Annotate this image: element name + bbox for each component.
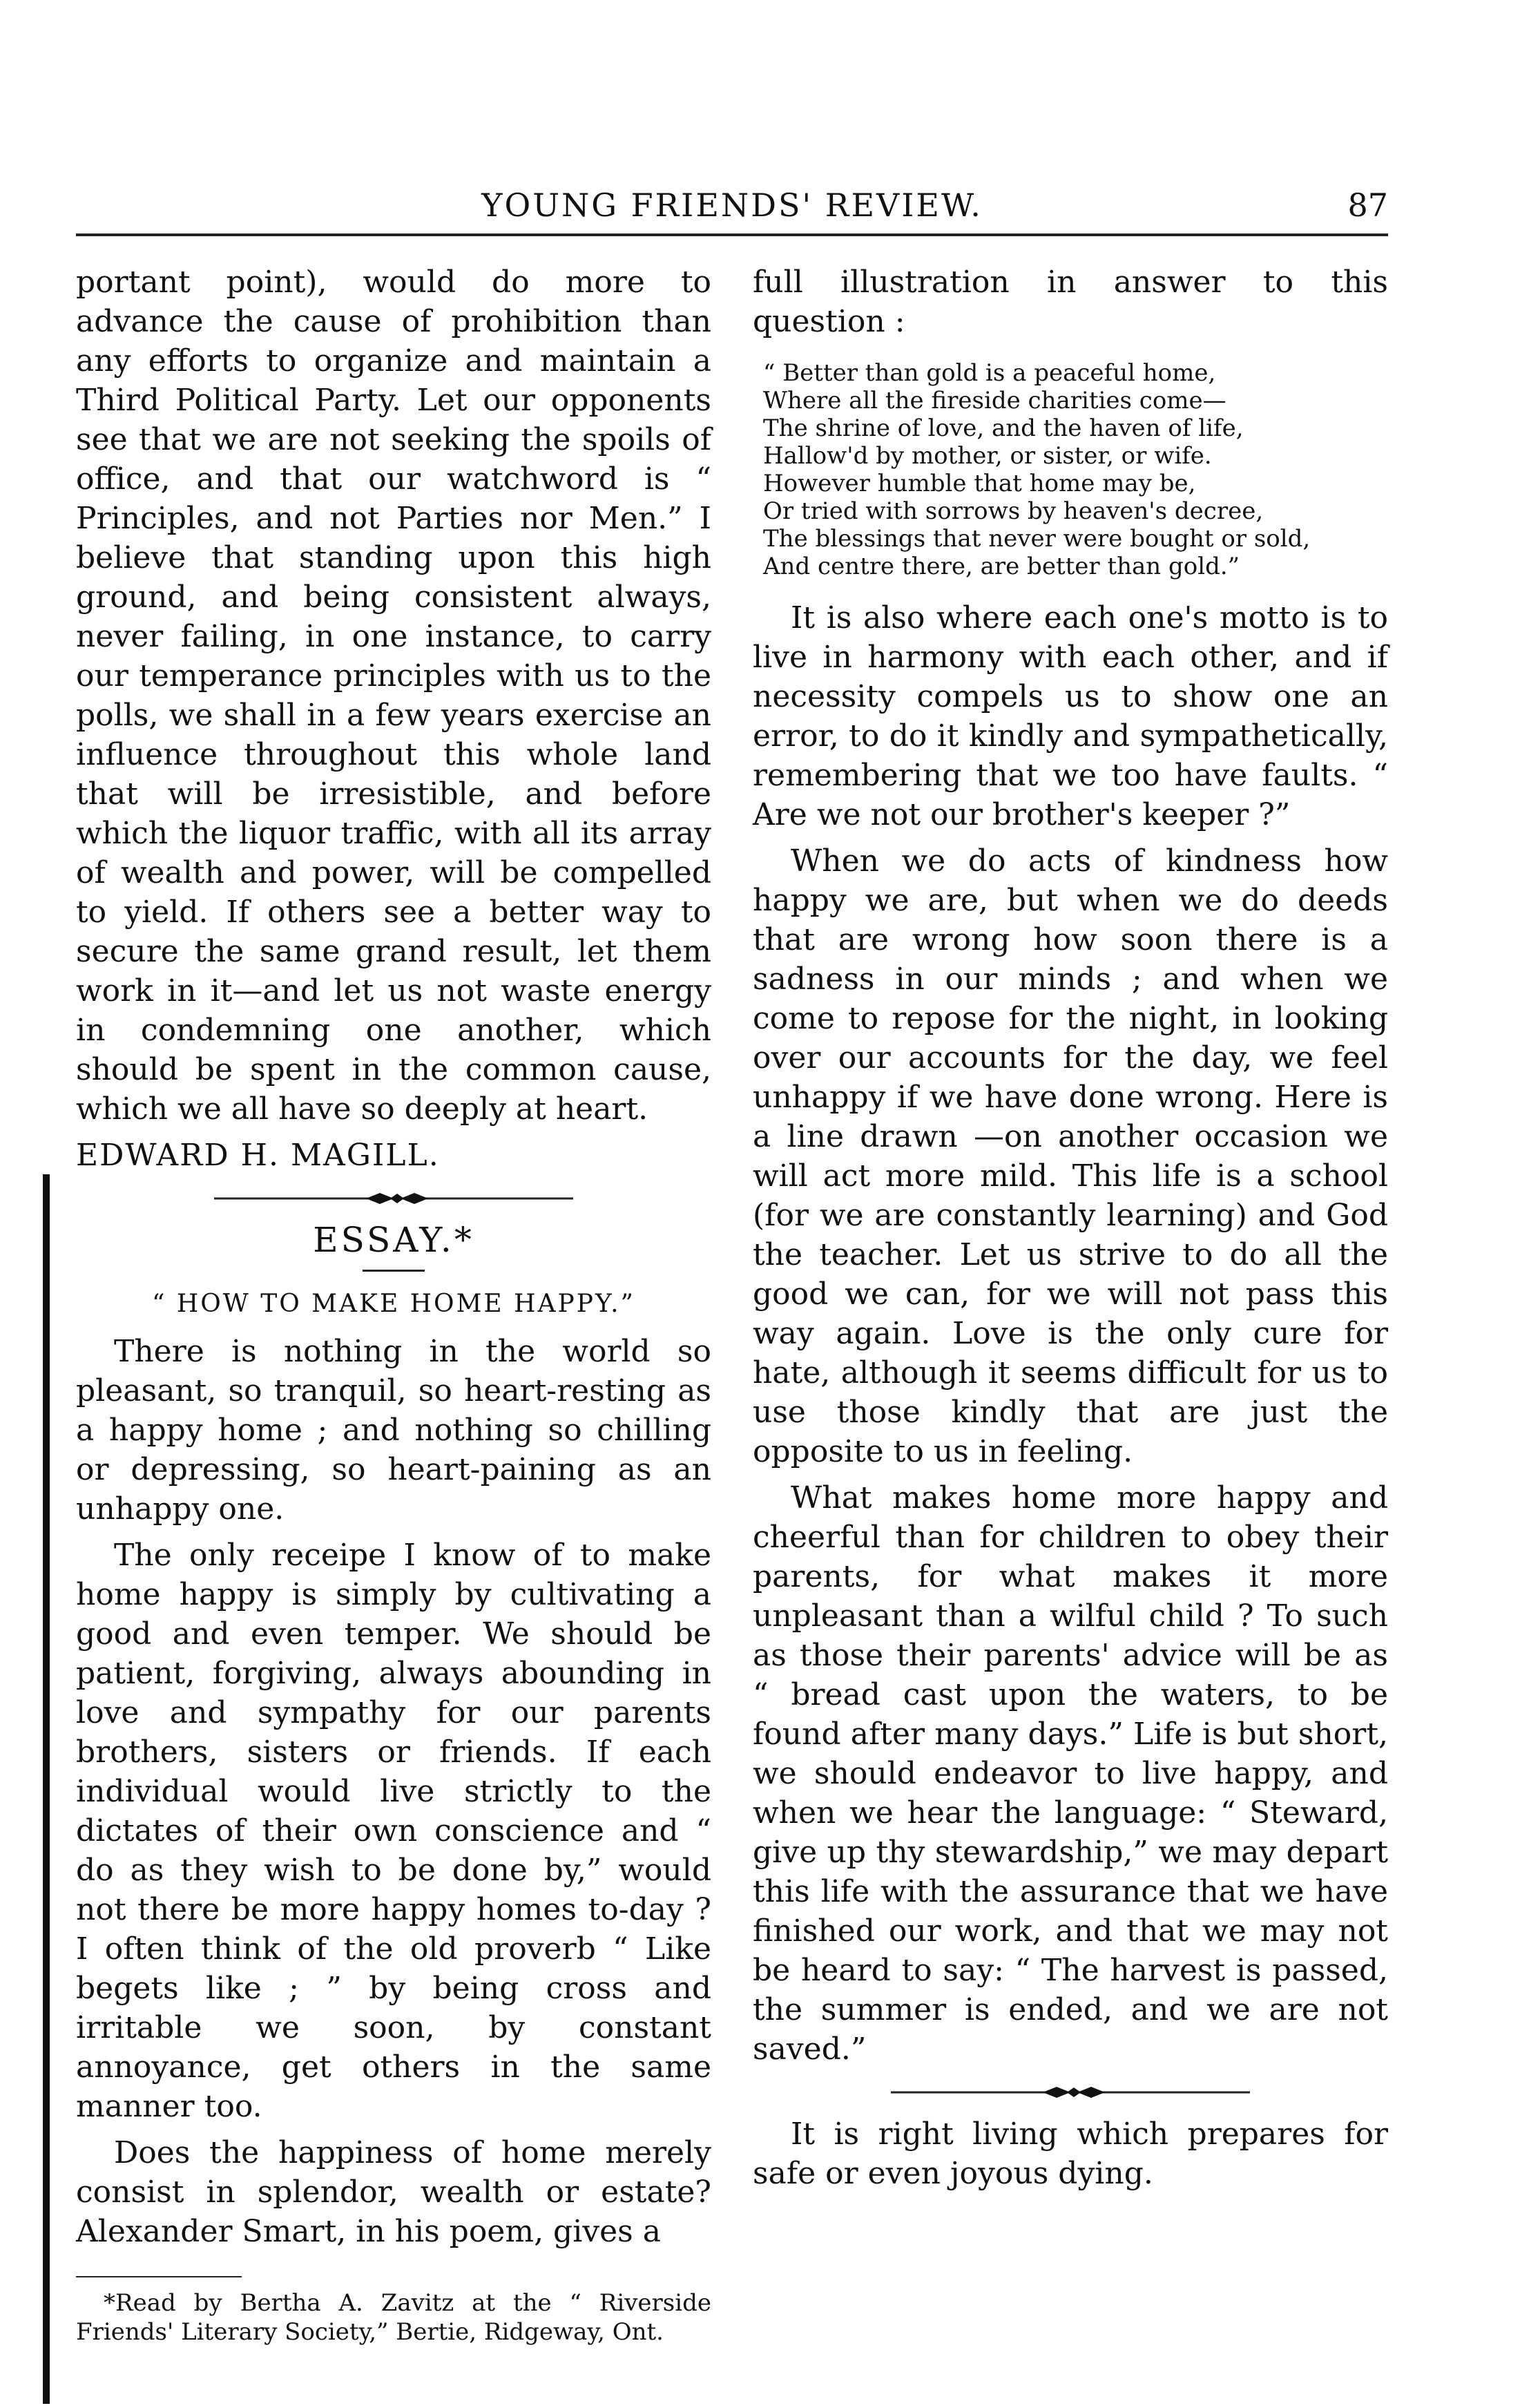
poem-line: The shrine of love, and the haven of life, xyxy=(763,414,1244,442)
poem-line: The blessings that never were bought or sold, xyxy=(763,525,1311,553)
page-header xyxy=(76,181,1388,229)
title-rule xyxy=(363,1270,425,1272)
footnote-rule xyxy=(76,2276,242,2277)
section-ornament xyxy=(214,1189,573,1208)
essay-paragraph-1: There is nothing in the world so pleasant, so tranquil, so heart-resting as a happy home ; and nothing so chilling or depressing, so heart-paining as an unhappy one. xyxy=(76,1334,711,1527)
left-column xyxy=(76,262,711,2347)
poem-line: However humble that home may be, xyxy=(763,470,1196,497)
essay-paragraph-5: When we do acts of kindness how happy we are, but when we do deeds that are wrong how soon there is a sadness in our minds ; and when we come to repose for the night, in looking over our accounts for the day, we feel unhappy if we have done wrong. Here is a line drawn —on another occasion we will act more mild. This life is a school (for we are constantly learning) and God the teacher. Let us strive to do all the good we can, for we will not pass this way again. Love is the only cure for hate, although it seems difficult for us to use those kindly that are just the opposite to us in feeling. xyxy=(753,843,1388,1469)
essay-paragraph-2: The only receipe I know of to make home happy is simply by cultivating a good and even temper. We should be patient, forgiving, always abounding in love and sympathy for our parents brothers, sisters or friends. If each individual would live strictly to the dictates of their own conscience and “ do as they wish to be done by,” would not there be more happy homes to-day ? I often think of the old proverb “ Like begets like ; ” by being cross and irritable we soon, by constant annoyance, get others in the same manner too. xyxy=(76,1538,711,2124)
essay-paragraph-4: It is also where each one's motto is to live in harmony with each other, and if necessity compels us to show one an error, to do it kindly and sympathetically, remembering that we too have faults. “ Are we not our brother's keeper ?” xyxy=(753,600,1388,832)
page-number: 87 xyxy=(1347,187,1388,224)
right-column xyxy=(753,262,1388,2200)
poem-line: Or tried with sorrows by heaven's decree, xyxy=(763,497,1264,525)
essay-paragraph-3: Does the happiness of home merely consist in splendor, wealth or estate? Alexander Smart, in his poem, gives a xyxy=(76,2135,711,2249)
margin-bar xyxy=(43,1174,50,2404)
continued-sentence: full illustration in answer to this question : xyxy=(753,265,1388,339)
poem-line: Where all the fireside charities come— xyxy=(763,387,1226,414)
section-ornament xyxy=(891,2083,1250,2102)
author-signature: EDWARD H. MAGILL. xyxy=(76,1138,440,1173)
header-rule xyxy=(76,233,1388,236)
poem-line: “ Better than gold is a peaceful home, xyxy=(763,359,1216,387)
poem-quote xyxy=(763,359,1388,580)
closing-maxim: It is right living which prepares for safe or even joyous dying. xyxy=(753,2116,1388,2191)
essay-subtitle: “ HOW TO MAKE HOME HAPPY.” xyxy=(152,1290,635,1318)
essay-paragraph-6: What makes home more happy and cheerful than for children to obey their parents, for what makes it more unpleasant than a wilful child ? To such as those their parents' advice will be as “ bread cast upon the waters, to be found after many days.” Life is but short, we should endeavor to live happy, and when we hear the language: “ Steward, give up thy stewardship,” we may depart this life with the assurance that we have finished our work, and that we may not be heard to say: “ The harvest is passed, the summer is ended, and we are not saved.” xyxy=(753,1480,1388,2067)
footnote: *Read by Bertha A. Zavitz at the “ Riverside Friends' Literary Society,” Bertie, Ridgeway, Ont. xyxy=(76,2289,711,2346)
poem-line: Hallow'd by mother, or sister, or wife. xyxy=(763,442,1212,470)
poem-line: And centre there, are better than gold.” xyxy=(763,553,1240,580)
running-title: YOUNG FRIENDS' REVIEW. xyxy=(481,187,983,224)
essay-title: ESSAY.* xyxy=(313,1220,474,1260)
continued-paragraph: portant point), would do more to advance the cause of prohibition than any efforts to organize and maintain a Third Political Party. Let our opponents see that we are not seeking the spoils of office, and that our watchword is “ Principles, and not Parties nor Men.” I believe that standing upon this high ground, and being consistent always, never failing, in one instance, to carry our temperance principles with us to the polls, we shall in a few years exercise an influence throughout this whole land that will be irresistible, and before which the liquor traffic, with all its array of wealth and power, will be compelled to yield. If others see a better way to secure the same grand result, let them work in it—and let us not waste energy in condemning one another, which should be spent in the common cause, which we all have so deeply at heart. xyxy=(76,265,711,1127)
